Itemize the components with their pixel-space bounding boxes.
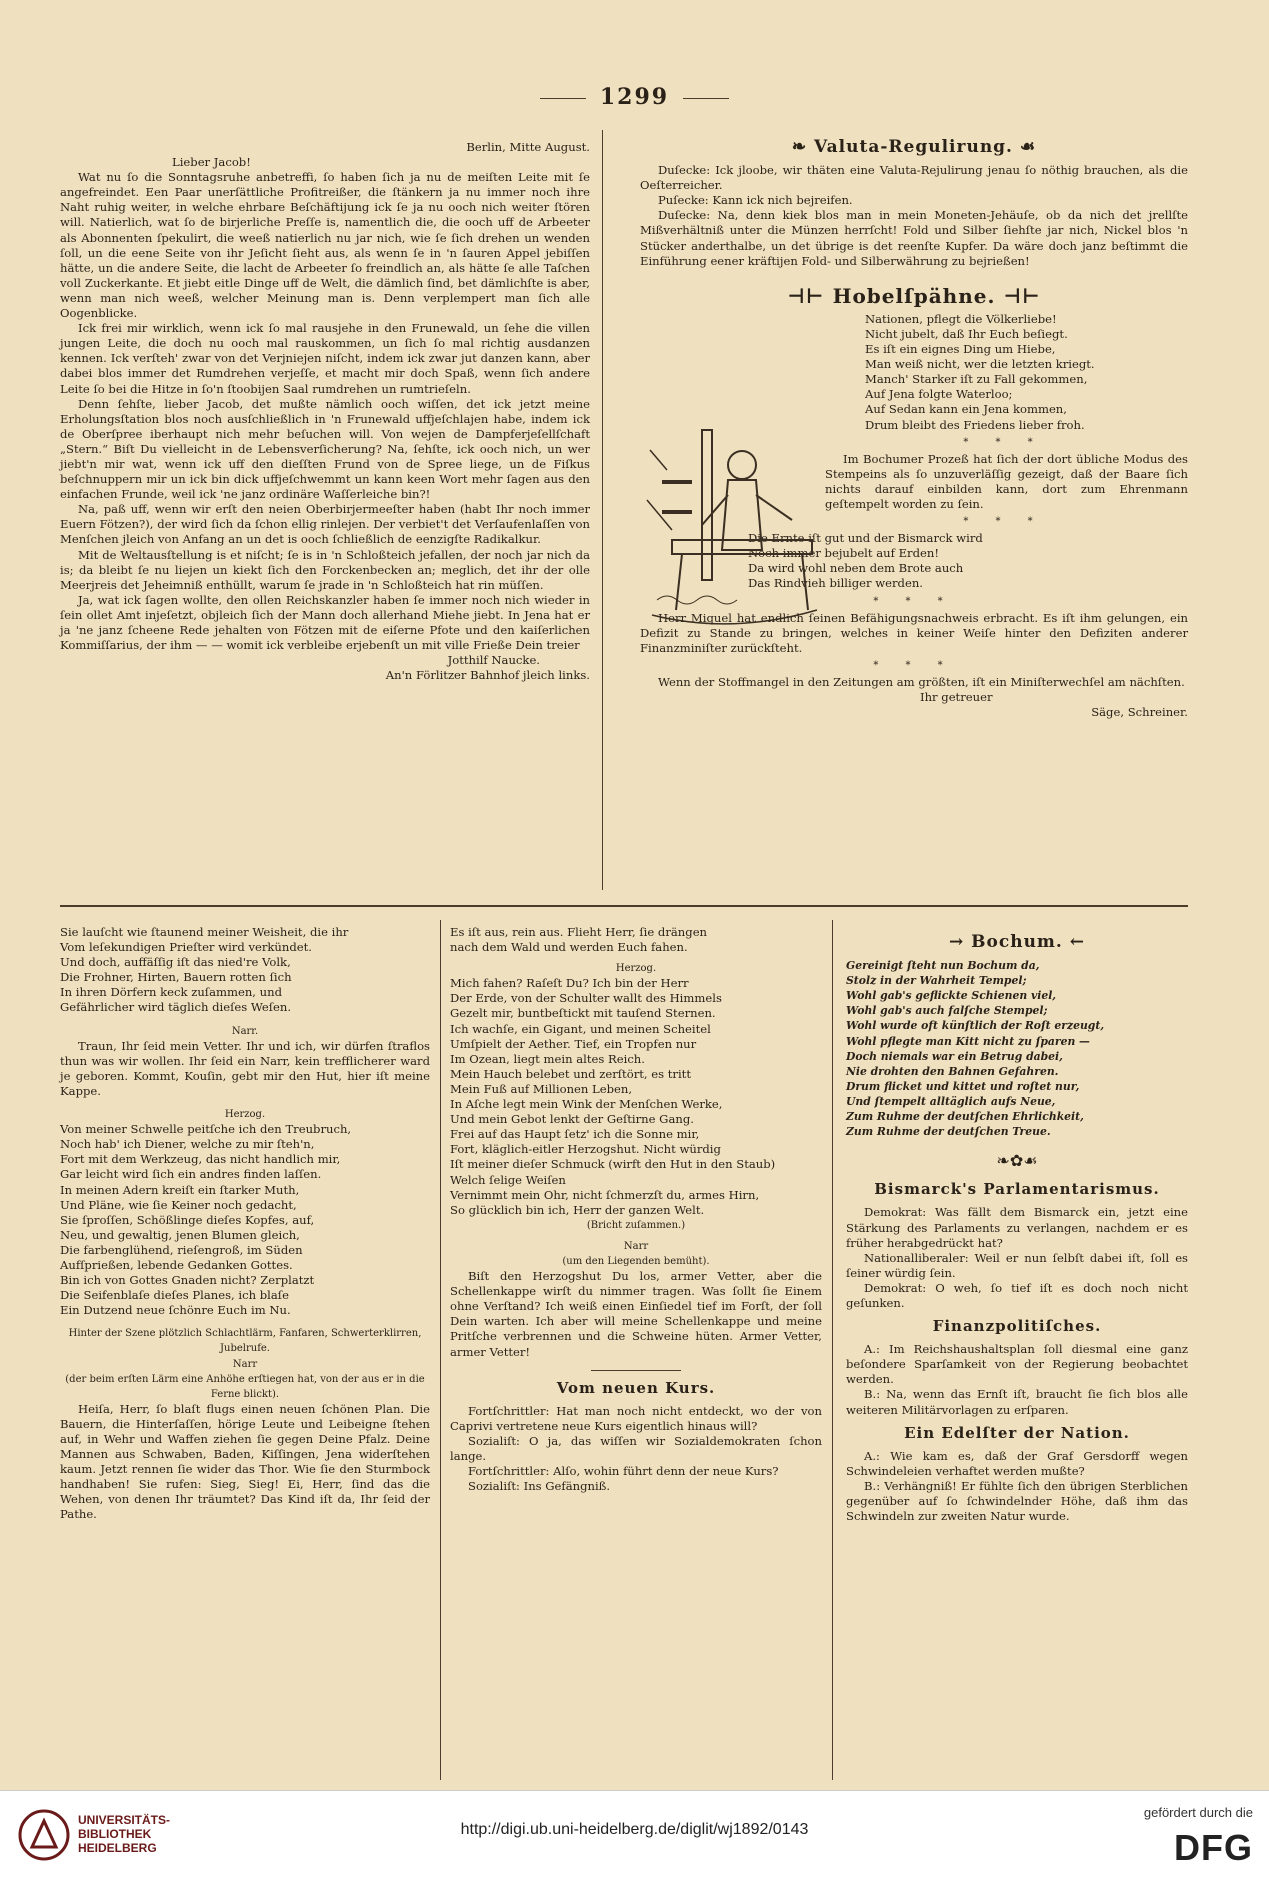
separator-stars: * * * bbox=[963, 516, 1045, 528]
funding-label: gefördert durch die bbox=[1143, 1805, 1253, 1820]
bochum-heading: → Bochum. ← bbox=[948, 932, 1085, 952]
right-column-bottom bbox=[846, 932, 1188, 1524]
letter-paragraph: Denn ſehſte, lieber Jacob, det mußte nämlich ooch wiſſen, det ick jetzt meine Erholungsſtation blos noch ausſchließlich in 'n Frunewald uffjeſchlajen habe, indem ick de Oberſpree iberhaupt nich mehr beſuchen will. Von wejen de Dampferjeſellſchaft „Stern.“ Biſt Du vielleicht in de Lebensverſicherung? Na, ſehſte, ick ooch nich, un wer jiebt'n mir wat, wenn ick uff den dieſſten Frund von de Spree liege, un de Fiſkus beſchnuppern mir un ick bin dick uffjeſchwemmt un kann keen Wort mehr ſagen aus den einfachen Frunde, weil ick 'ne janz ordinäre Waſſerleiche bin?! bbox=[60, 396, 590, 502]
letter-paragraph: Wat nu ſo die Sonntagsruhe anbetreffi, ſo haben ſich ja nu de meiſten Leite mit ſe angefreindet. Een Paar unerſättliche Profitreißer, die ſtänkern ja nu immer noch ihre Naht ruhig weiter, in welche ehrbare Beſchäftijung ick ſe ja nu ooch nich weiter ſtören will. Natierlich, wat ſo de birjerliche Preſſe is, namentlich die, die ooch uff de Arbeeter als Abonnenten ſpekulirt, die weeß natierlich nu jar nich, wie ſe ſich drehen un wenden ſoll, un die eene Seite von ihr Jeſicht ſieht aus, als wenn ſe in 'n ſauren Appel jebiſſen hätte, un die andere Seite, die lacht de Arbeeter ſo freindlich an, als hätte ſe alle Taſchen voll Zuckerkante. Et jiebt eitle Dinge uff de Welt, die dämlich ſind, bet dämlichſte is aber, wenn man nich weeß, welcher Meinung man is. Denn verplempert man ſich alle Oogenblicke. bbox=[60, 170, 590, 321]
drama-verse: Sie lauſcht wie ſtaunend meiner Weisheit, die ihr Vom leſekundigen Prieſter wird verkündet. Und doch, auffäſſig iſt das nied're Volk, Die Frohner, Hirten, Bauern rotten ſich In ihren Dörfern keck zuſammen, und Gefährlicher wird täglich dieſes Weſen. bbox=[60, 925, 349, 1015]
speaker-label: Narr bbox=[232, 1358, 258, 1370]
hobel-prose: Herr Miquel hat endlich ſeinen Befähigungsnachweis erbracht. Es iſt ihm gelungen, ein Defizit zu Stande zu bringen, welches in keiner Weiſe hinter den Defiziten anderer Finanzminiſter zurückſteht. bbox=[640, 610, 1188, 655]
drama-column-2 bbox=[450, 925, 822, 1494]
bochum-verse: Gereinigt ſteht nun Bochum da, Stolz in der Wahrheit Tempel; Wohl gab's geflickte Schienen viel, Wohl gab's auch falſche Stempel; Wohl wurde oft künſtlich der Roſt erzeugt, Wohl pflegte man Kitt nicht zu ſparen — Doch niemals war ein Betrug dabei, Nie drohten den Bahnen Gefahren. Drum flicket und kittet und roſtet nur, Und ſtempelt alltäglich aufs Neue, Zum Ruhme der deutſchen Ehrlichkeit, Zum Ruhme der deutſchen Treue. bbox=[846, 959, 1105, 1139]
letter-paragraph: Ick frei mir wirklich, wenn ick ſo mal rausjehe in den Frunewald, un ſehe die villen jungen Leite, die doch nu ooch mal rauskommen, un ſich ſo mal richtig ausdanzen kennen. Ick verſteh' zwar von det Verjniejen niſcht, indem ick zwar jut danzen kann, aber dabei blos immer det Rumdrehen verjeſſe, et macht mir doch Spaß, wenn ſich andere Leite ſo bei die Hitze in ſo'n ſtoobijen Saal rumdrehen un rumtrieſeln. bbox=[60, 321, 590, 396]
letter-salutation: Lieber Jacob! bbox=[172, 155, 251, 170]
finanz-line: A.: Im Reichshaushaltsplan ſoll diesmal eine ganz beſondere Sparſamkeit von der Regierung beobachtet werden. bbox=[846, 1342, 1188, 1387]
valuta-line: Duſecke: Na, denn kiek blos man in mein Moneten-Jehäuſe, ob da nich det jrellſte Mißverhältniß unter die Münzen herrſcht! Fold und Silber ſiehſte jar nich, Nickel blos 'n Stücker anderthalbe, un det übrige is det reenſte Kupfer. Da wäre doch janz beſtimmt die Einführung eener kräftijen Fold- und Silberwährung zu bejrießen! bbox=[640, 208, 1188, 268]
drama-verse: Es iſt aus, rein aus. Flieht Herr, ſie drängen nach dem Wald und werden Euch fahen. bbox=[450, 925, 708, 955]
speaker-label: Herzog. bbox=[615, 963, 657, 975]
finanz-line: B.: Na, wenn das Ernſt iſt, braucht ſie ſich blos alle weiteren Militärvorlagen zu erſparen. bbox=[846, 1387, 1188, 1417]
bismarck-line: Demokrat: O weh, ſo tief iſt es doch noch nicht geſunken. bbox=[846, 1280, 1188, 1310]
bismarck-heading: Bismarck's Parlamentarismus. bbox=[874, 1180, 1160, 1199]
university-name: UNIVERSITÄTS- BIBLIOTHEK HEIDELBERG bbox=[78, 1813, 171, 1855]
speaker-label: Herzog. bbox=[224, 1109, 266, 1121]
drama-verse: Von meiner Schwelle peitſche ich den Treubruch, Noch hab' ich Diener, welche zu mir ſteh'n, Fort mit dem Werkzeug, das nicht handlich mir, Gar leicht wird ſich ein andres finden laſſen. In meinen Adern kreiſt ein ſtarker Muth, Und Pläne, wie ſie Keiner noch gedacht, Sie ſproſſen, Schößlinge dieſes Kopfes, auf, Neu, und gewaltig, jenen Blumen gleich, Die farbenglühend, rieſengroß, im Süden Aufſprießen, lebende Gedanken Gottes. Bin ich von Gottes Gnaden nicht? Zerplatzt Die Seifenblaſe dieſes Planes, ich blaſe Ein Dutzend neue ſchönre Euch im Nu. bbox=[60, 1122, 352, 1318]
drama-column-1 bbox=[60, 925, 430, 1523]
column-rule bbox=[440, 920, 441, 1780]
section-rule bbox=[60, 905, 1188, 907]
finanz-heading: Finanzpolitiſches. bbox=[932, 1317, 1102, 1336]
kurs-line: Sozialiſt: O ja, das wiſſen wir Sozialdemokraten ſchon lange. bbox=[450, 1433, 822, 1463]
valuta-heading: ❧ Valuta-Regulirung. ☙ bbox=[791, 137, 1037, 157]
drama-verse: Mich fahen? Raſeſt Du? Ich bin der Herr Der Erde, von der Schulter wallt des Himmels Gezelt mir, buntbeſtickt mit tauſend Sternen. Ich wachſe, ein Gigant, und meinen Scheitel Umſpielt der Aether. Tief, ein Tropfen nur Im Ozean, liegt mein altes Reich. Mein Hauch belebet und zerſtört, es tritt Mein Fuß auf Millionen Leben, In Aſche legt mein Wink der Menſchen Werke, Und mein Gebot lenkt der Geſtirne Gang. Frei auf das Haupt ſetz' ich die Sonne mir, Fort, kläglich-eitler Herzogshut. Nicht würdig Iſt meiner dieſer Schmuck (wirft den Hut in den Staub) Welch ſelige Weiſen Vernimmt mein Ohr, nicht ſchmerzſt du, armes Hirn, So glücklich bin ich, Herr der ganzen Welt. bbox=[450, 976, 776, 1217]
valuta-line: Puſecke: Kann ick nich bejreifen. bbox=[658, 193, 853, 208]
stage-direction: (um den Liegenden bemüht). bbox=[562, 1255, 710, 1267]
hobel-verse: Die Ernte iſt gut und der Bismarck wird Noch immer bejubelt auf Erden! Da wird wohl neben dem Brote auch Das Rindvieh billiger werden. bbox=[748, 531, 983, 591]
hobel-heading: ⊣⊢ Hobelſpähne. ⊣⊢ bbox=[787, 283, 1041, 308]
separator-stars: * * * bbox=[873, 659, 955, 671]
hobel-closing: Ihr getreuer bbox=[920, 690, 993, 705]
edelster-heading: Ein Edelſter der Nation. bbox=[904, 1423, 1130, 1442]
separator-stars: * * * bbox=[873, 595, 955, 607]
footer-bar bbox=[0, 1790, 1269, 1881]
hobel-prose: Im Bochumer Prozeß hat ſich der dort übliche Modus des Stempeins als ſo unzuverläſſig gezeigt, daß der Baare ſich nichts darauf einbilden kann, dort zum Ehrenmann geſtempelt worden zu ſein. bbox=[825, 451, 1188, 511]
carpenter-illustration bbox=[642, 410, 827, 640]
letter-dateline: Berlin, Mitte August. bbox=[466, 140, 590, 154]
speaker-label: Narr bbox=[623, 1240, 649, 1252]
column-rule bbox=[832, 920, 833, 1780]
letter-column bbox=[60, 140, 590, 683]
kurs-heading: Vom neuen Kurs. bbox=[556, 1378, 716, 1397]
source-link[interactable]: http://digi.ub.uni-heidelberg.de/diglit/wj1892/0143 bbox=[460, 1821, 809, 1838]
stage-direction: (der beim erſten Lärm eine Anhöhe erſtiegen hat, von der aus er in die Ferne blickt). bbox=[65, 1373, 425, 1400]
stage-direction: (Bricht zuſammen.) bbox=[586, 1219, 686, 1231]
column-rule bbox=[602, 130, 603, 890]
dfg-logo: DFG bbox=[1174, 1827, 1253, 1868]
ornament: ❧✿☙ bbox=[996, 1151, 1038, 1171]
bismarck-line: Nationalliberaler: Weil er nun ſelbſt dabei iſt, ſoll es ſeiner würdig ſein. bbox=[846, 1250, 1188, 1280]
letter-address: An'n Förlitzer Bahnhof jleich links. bbox=[385, 668, 590, 683]
kurs-line: Fortſchrittler: Alſo, wohin führt denn der neue Kurs? bbox=[468, 1464, 779, 1479]
letter-paragraph: Na, paß uff, wenn wir erſt den neien Oberbirjermeeſter haben (habt Ihr noch immer Euern Fötzen?), der wird ſich da ſchon ellig rinlejen. Der verbiet't det Verſaufenlaſſen von Menſchen jleich von Anfang an un det is ooch ſchließlich de eenzigſte Radikalkur. bbox=[60, 502, 590, 547]
bismarck-line: Demokrat: Was fällt dem Bismarck ein, jetzt eine Stärkung des Parlaments zu verlangen, nachdem er es früher herabgedrückt hat? bbox=[846, 1205, 1188, 1250]
hobel-signature: Säge, Schreiner. bbox=[1091, 705, 1188, 720]
drama-prose: Biſt den Herzogshut Du los, armer Vetter, aber die Schellenkappe wirſt du nimmer tragen. Was ſollt ſie Einem ohne Verſtand? Ich weiß einen Einſiedel tief im Forſt, der ſoll Dein warten. Ich aber will meine Schellenkappe und meine Pritſche verbrennen und die Schweine hüten. Armer Vetter, armer Vetter! bbox=[450, 1269, 822, 1359]
separator-stars: * * * bbox=[963, 436, 1045, 448]
drama-prose: Traun, Ihr ſeid mein Vetter. Ihr und ich, wir dürfen ſtraflos thun was wir wollen. Ihr ſeid ein Narr, kein trefflicherer ward je geboren. Kommt, Kouſin, gebt mir den Hut, hier iſt meine Kappe. bbox=[60, 1038, 430, 1098]
kurs-line: Fortſchrittler: Hat man noch nicht entdeckt, wo der von Caprivi vertretene neue Kurs eigentlich hinaus will? bbox=[450, 1403, 822, 1433]
stage-direction: Hinter der Szene plötzlich Schlachtlärm, Fanfaren, Schwerterklirren, Jubelrufe. bbox=[68, 1328, 422, 1355]
edelster-line: B.: Verhängniß! Er fühlte ſich den übrigen Sterblichen gegenüber auf ſo ſchwindelnder Höhe, daß ihm das Schwindeln zur zweiten Natur wurde. bbox=[846, 1478, 1188, 1524]
page-number: 1299 bbox=[0, 84, 1269, 110]
letter-paragraph: Ja, wat ick ſagen wollte, den ollen Reichskanzler haben ſe immer noch nich wieder in ſein ollet Amt injeſetzt, objleich ſich der Mann doch allerhand Miehe jiebt. In Jena hat er ja 'ne janz ſcheene Rede jehalten von Fötzen mit de eiſerne Pfote und den kaiſerlichen Kommiſſarius, der ihm — — womit ick verbleibe erjebenſt un mit ville Frieße Dein treier bbox=[60, 592, 590, 653]
edelster-line: A.: Wie kam es, daß der Graf Gersdorff wegen Schwindeleien verhaftet werden mußte? bbox=[846, 1448, 1188, 1478]
hobel-prose: Wenn der Stoffmangel in den Zeitungen am größten, iſt ein Miniſterwechſel am nächſten. bbox=[658, 675, 1185, 689]
drama-prose: Heiſa, Herr, ſo blaſt flugs einen neuen ſchönen Plan. Die Bauern, die Hinterſaſſen, hörige Leute und Leibeigne ſtehen auf, in Wehr und Waffen ziehen ſie gegen Deine Pfalz. Deine Mannen aus Schwaben, Baden, Kiſſingen, Jena widerſtehen kaum. Jetzt rennen ſie wider das Thor. Wie ſie den Sturmbock handhaben! Sie rufen: Sieg, Sieg! Ei, Herr, ſind das die Wehen, von denen Ihr träumtet? Das Kind iſt da, Ihr ſeid der Pathe. bbox=[60, 1401, 430, 1522]
hobel-verse: Nationen, pflegt die Völkerliebe! Nicht jubelt, daß Ihr Euch beſiegt. Es iſt ein eignes Ding um Hiebe, Man weiß nicht, wer die letzten kriegt. Manch' Starker iſt zu Fall gekommen, Auf Jena folgte Waterloo; Auf Sedan kann ein Jena kommen, Drum bleibt des Friedens lieber froh. bbox=[865, 311, 1095, 432]
letter-signature: Jotthilf Naucke. bbox=[447, 653, 540, 668]
speaker-label: Narr. bbox=[231, 1025, 259, 1037]
valuta-line: Duſecke: Ick jloobe, wir thäten eine Valuta-Rejulirung jenau ſo nöthig brauchen, als die Oeſterreicher. bbox=[640, 163, 1188, 193]
kurs-line: Sozialiſt: Ins Gefängniß. bbox=[468, 1479, 611, 1494]
letter-paragraph: Mit de Weltausſtellung is et niſcht; ſe is in 'n Schloßteich jefallen, der noch jar nich da is; da bleibt ſe nu liejen un kiekt ſich den Forckenbecken an; meglich, det ihr der olle Meerjreis det Jeheimniß enthüllt, warum ſe jrade in 'n Schloßteich hat rin müſſen. bbox=[60, 547, 590, 592]
